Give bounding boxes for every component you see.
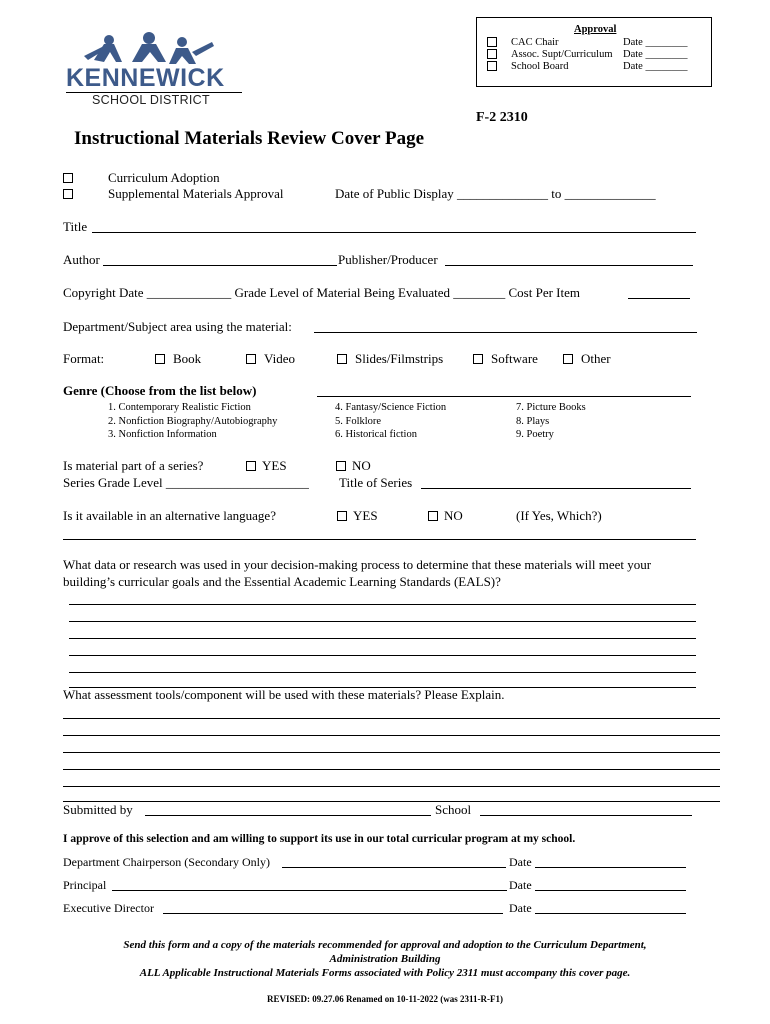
- checkbox[interactable]: [337, 354, 347, 364]
- answer-line[interactable]: [69, 672, 696, 673]
- checkbox[interactable]: [246, 461, 256, 471]
- genre-label: Genre (Choose from the list below): [63, 383, 257, 398]
- answer-line[interactable]: [63, 752, 720, 753]
- approval-date[interactable]: Date ________: [623, 37, 688, 48]
- format-slides[interactable]: Slides/Filmstrips: [337, 351, 443, 367]
- copyright-row[interactable]: Copyright Date _____________ Grade Level of Material Being Evaluated ________ Cost Per Item: [63, 285, 580, 300]
- answer-line[interactable]: [63, 718, 720, 719]
- school-label: School: [435, 802, 472, 817]
- checkbox[interactable]: [473, 354, 483, 364]
- department-label: Department/Subject area using the material:: [63, 319, 292, 334]
- publisher-label: Publisher/Producer: [338, 252, 438, 267]
- signature-label: Principal: [63, 878, 107, 892]
- form-code: F-2 2310: [476, 110, 528, 125]
- answer-line[interactable]: [69, 638, 696, 639]
- signature-date-label: Date: [509, 878, 532, 892]
- checkbox[interactable]: [155, 354, 165, 364]
- answer-line[interactable]: [69, 655, 696, 656]
- research-question: What data or research was used in your decision-making process to determine that these materials will meet your building’s curricular goals and the Essential Academic Learning Standards (EALS)?: [63, 557, 652, 589]
- submitted-by-input-line[interactable]: [145, 815, 431, 816]
- author-label: Author: [63, 252, 100, 267]
- approval-date[interactable]: Date ________: [623, 61, 688, 72]
- approval-row: CAC Chair: [487, 37, 559, 48]
- checkbox[interactable]: [246, 354, 256, 364]
- answer-line[interactable]: [69, 604, 696, 605]
- checkbox[interactable]: [337, 511, 347, 521]
- signature-date-line[interactable]: [535, 913, 686, 914]
- signature-date-label: Date: [509, 855, 532, 869]
- language-no[interactable]: NO: [428, 508, 463, 524]
- supplemental-label: Supplemental Materials Approval: [108, 186, 284, 201]
- approval-checkbox[interactable]: [487, 61, 497, 71]
- answer-line[interactable]: [63, 801, 720, 802]
- language-question: Is it available in an alternative language?: [63, 508, 276, 523]
- school-input-line[interactable]: [480, 815, 692, 816]
- signature-label: Executive Director: [63, 901, 154, 915]
- checkbox[interactable]: [428, 511, 438, 521]
- signature-input-line[interactable]: [163, 913, 503, 914]
- genre-input-line[interactable]: [317, 396, 691, 397]
- signature-label: Department Chairperson (Secondary Only): [63, 855, 270, 869]
- language-which: (If Yes, Which?): [516, 508, 602, 523]
- series-title-input-line[interactable]: [421, 488, 691, 489]
- supplemental-checkbox[interactable]: [63, 189, 73, 199]
- series-question: Is material part of a series?: [63, 458, 204, 473]
- signature-date-line[interactable]: [535, 867, 686, 868]
- signature-date-label: Date: [509, 901, 532, 915]
- genre-list-col1: 1. Contemporary Realistic Fiction 2. Nonfiction Biography/Autobiography 3. Nonfiction Information: [108, 402, 278, 440]
- series-no[interactable]: NO: [336, 458, 371, 474]
- approval-box: [476, 17, 712, 87]
- approval-row: Assoc. Supt/Curriculum: [487, 49, 613, 60]
- curriculum-adoption-checkbox[interactable]: [63, 173, 73, 183]
- logo-name: KENNEWICK: [66, 64, 225, 92]
- submitted-by-label: Submitted by: [63, 802, 133, 817]
- genre-list-col3: 7. Picture Books 8. Plays 9. Poetry: [516, 402, 586, 440]
- checkbox[interactable]: [336, 461, 346, 471]
- format-other[interactable]: Other: [563, 351, 611, 367]
- approval-checkbox[interactable]: [487, 49, 497, 59]
- answer-line[interactable]: [63, 735, 720, 736]
- series-grade-level[interactable]: Series Grade Level ______________________: [63, 475, 309, 490]
- checkbox[interactable]: [563, 354, 573, 364]
- author-input-line[interactable]: [103, 265, 337, 266]
- curriculum-adoption-label: Curriculum Adoption: [108, 170, 220, 185]
- series-title-label: Title of Series: [339, 475, 413, 490]
- answer-line[interactable]: [63, 769, 720, 770]
- approval-title: Approval: [574, 24, 617, 35]
- format-video[interactable]: Video: [246, 351, 295, 367]
- genre-list-col2: 4. Fantasy/Science Fiction 5. Folklore 6. Historical fiction: [335, 402, 447, 440]
- approve-statement: I approve of this selection and am willing to support its use in our total curricular program at my school.: [63, 833, 576, 845]
- format-label: Format:: [63, 351, 105, 366]
- approval-date[interactable]: Date ________: [623, 49, 688, 60]
- signature-input-line[interactable]: [112, 890, 507, 891]
- revised-note: REVISED: 09.27.06 Renamed on 10-11-2022 (was 2311-R-F1): [267, 994, 503, 1004]
- assessment-question: What assessment tools/component will be used with these materials? Please Explain.: [63, 687, 505, 702]
- format-book[interactable]: Book: [155, 351, 201, 367]
- approval-row: School Board: [487, 61, 568, 72]
- cost-input-line[interactable]: [628, 298, 690, 299]
- public-display-field[interactable]: Date of Public Display ______________ to ______________: [335, 186, 656, 201]
- signature-date-line[interactable]: [535, 890, 686, 891]
- logo-subtitle: SCHOOL DISTRICT: [92, 93, 210, 107]
- title-input-line[interactable]: [92, 232, 696, 233]
- approval-checkbox[interactable]: [487, 37, 497, 47]
- series-yes[interactable]: YES: [246, 458, 287, 474]
- format-software[interactable]: Software: [473, 351, 538, 367]
- language-input-line[interactable]: [63, 539, 696, 540]
- page-title: Instructional Materials Review Cover Page: [74, 128, 425, 149]
- title-label: Title: [63, 219, 88, 234]
- answer-line[interactable]: [63, 786, 720, 787]
- department-input-line[interactable]: [314, 332, 697, 333]
- answer-line[interactable]: [69, 621, 696, 622]
- language-yes[interactable]: YES: [337, 508, 378, 524]
- publisher-input-line[interactable]: [445, 265, 693, 266]
- signature-input-line[interactable]: [282, 867, 506, 868]
- footer-instructions: Send this form and a copy of the materials recommended for approval and adoption to the Curriculum Department, Administration Building ALL Applicable Instructional Materials Forms associated with Policy 2311 must accompany this cover page.: [123, 939, 647, 979]
